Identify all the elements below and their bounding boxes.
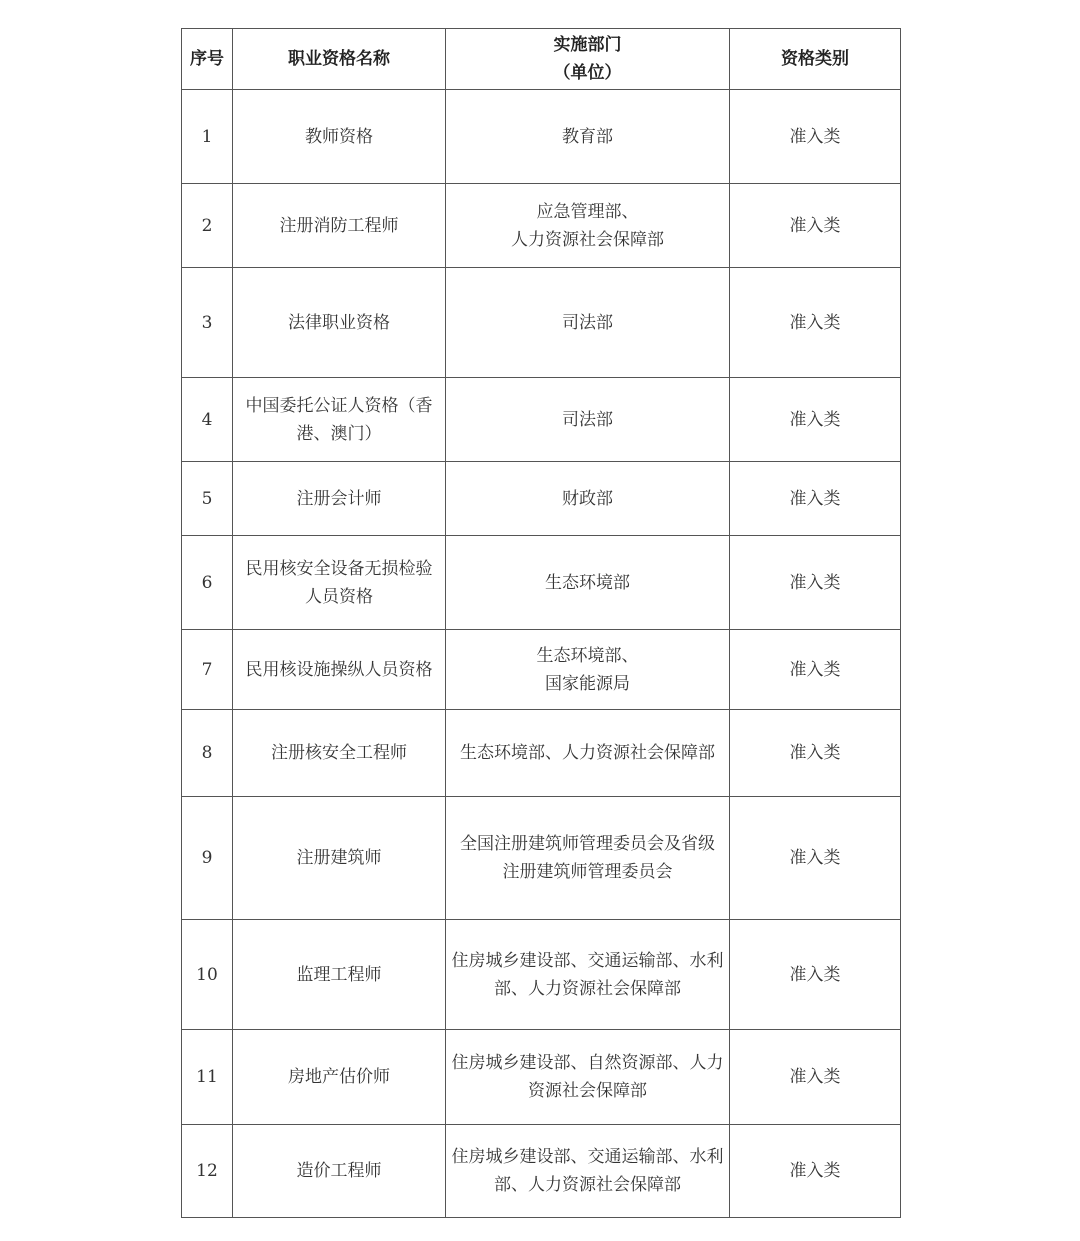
- row-index: 4: [182, 378, 233, 462]
- qualification-category: 准入类: [730, 184, 901, 268]
- qualification-name-line: 注册核安全工程师: [271, 743, 407, 763]
- department-line: 资源社会保障部: [528, 1081, 647, 1101]
- qualification-category: 准入类: [730, 1125, 901, 1218]
- header-name: 职业资格名称: [233, 29, 446, 90]
- implementing-department: [446, 378, 730, 462]
- row-index: 3: [182, 268, 233, 378]
- qualification-name: [233, 797, 446, 920]
- qualification-name: [233, 1030, 446, 1125]
- row-index: 5: [182, 462, 233, 536]
- qualification-name: [233, 630, 446, 710]
- department-line: 司法部: [562, 409, 613, 430]
- qualification-category: 准入类: [730, 710, 901, 797]
- qualification-name-line: 造价工程师: [296, 1161, 382, 1181]
- implementing-department: [446, 1125, 730, 1218]
- qualification-name-line: 人员资格: [305, 586, 373, 607]
- department-line: 注册建筑师管理委员会: [502, 862, 673, 882]
- qualification-category: 准入类: [730, 536, 901, 630]
- row-index: 2: [182, 184, 233, 268]
- qualification-table: [181, 28, 901, 1218]
- table-row: [182, 184, 901, 268]
- qualification-name-line: 注册建筑师: [296, 848, 382, 868]
- qualification-name-line: 民用核设施操纵人员资格: [245, 659, 433, 680]
- department-line: 住房城乡建设部、交通运输部、水利: [451, 950, 724, 971]
- qualification-name-line: 监理工程师: [296, 964, 382, 985]
- table-row: [182, 536, 901, 630]
- implementing-department: [446, 184, 730, 268]
- qualification-category: 准入类: [730, 90, 901, 184]
- row-index: 1: [182, 90, 233, 184]
- table-row: [182, 1125, 901, 1218]
- department-line: 住房城乡建设部、交通运输部、水利: [451, 1147, 724, 1167]
- qualification-category: 准入类: [730, 378, 901, 462]
- implementing-department: [446, 920, 730, 1030]
- qualification-category: 准入类: [730, 797, 901, 920]
- row-index: 12: [182, 1125, 233, 1218]
- qualification-name: [233, 920, 446, 1030]
- implementing-department: [446, 462, 730, 536]
- header-dept: [446, 29, 730, 90]
- table-row: [182, 378, 901, 462]
- department-line: 国家能源局: [545, 673, 630, 694]
- qualification-name-line: 注册消防工程师: [279, 215, 399, 236]
- qualification-name: [233, 536, 446, 630]
- qualification-category: 准入类: [730, 1030, 901, 1125]
- row-index: 10: [182, 920, 233, 1030]
- implementing-department: [446, 1030, 730, 1125]
- table-row: [182, 710, 901, 797]
- qualification-category: 准入类: [730, 268, 901, 378]
- header-dept-line2: （单位）: [553, 63, 622, 83]
- qualification-name: [233, 462, 446, 536]
- department-line: 财政部: [562, 488, 613, 509]
- qualification-name: [233, 90, 446, 184]
- department-line: 人力资源社会保障部: [511, 229, 664, 250]
- department-line: 全国注册建筑师管理委员会及省级: [460, 834, 715, 854]
- header-row: [182, 29, 901, 90]
- department-line: 生态环境部: [545, 572, 630, 593]
- qualification-name: [233, 1125, 446, 1218]
- row-index: 6: [182, 536, 233, 630]
- department-line: 生态环境部、人力资源社会保障部: [460, 743, 715, 763]
- department-line: 住房城乡建设部、自然资源部、人力: [451, 1053, 724, 1073]
- qualification-name: [233, 184, 446, 268]
- department-line: 生态环境部、: [536, 645, 639, 666]
- row-index: 7: [182, 630, 233, 710]
- implementing-department: [446, 90, 730, 184]
- department-line: 部、人力资源社会保障部: [494, 978, 681, 999]
- row-index: 11: [182, 1030, 233, 1125]
- row-index: 8: [182, 710, 233, 797]
- header-index: 序号: [182, 29, 233, 90]
- qualification-name-line: 法律职业资格: [288, 312, 390, 333]
- qualification-name-line: 民用核安全设备无损检验: [245, 558, 433, 579]
- header-dept-line1: 实施部门: [553, 35, 622, 55]
- table-body: [182, 90, 901, 1218]
- qualification-name-line: 房地产估价师: [288, 1067, 390, 1087]
- table-row: [182, 268, 901, 378]
- implementing-department: [446, 710, 730, 797]
- table-row: [182, 630, 901, 710]
- department-line: 教育部: [562, 126, 613, 147]
- implementing-department: [446, 268, 730, 378]
- table-row: [182, 797, 901, 920]
- qualification-name: [233, 710, 446, 797]
- department-line: 部、人力资源社会保障部: [494, 1175, 681, 1195]
- row-index: 9: [182, 797, 233, 920]
- implementing-department: [446, 797, 730, 920]
- department-line: 应急管理部、: [536, 201, 639, 222]
- department-line: 司法部: [562, 312, 613, 333]
- qualification-name-line: 注册会计师: [296, 488, 382, 509]
- qualification-category: 准入类: [730, 462, 901, 536]
- qualification-name: [233, 378, 446, 462]
- table-row: [182, 1030, 901, 1125]
- header-category: 资格类别: [730, 29, 901, 90]
- qualification-category: 准入类: [730, 630, 901, 710]
- table-row: [182, 90, 901, 184]
- qualification-name-line: 教师资格: [305, 126, 373, 147]
- qualification-name-line: 中国委托公证人资格（香: [245, 395, 433, 416]
- table-row: [182, 920, 901, 1030]
- qualification-name-line: 港、澳门）: [296, 423, 382, 444]
- qualification-category: 准入类: [730, 920, 901, 1030]
- implementing-department: [446, 536, 730, 630]
- table-row: [182, 462, 901, 536]
- implementing-department: [446, 630, 730, 710]
- qualification-name: [233, 268, 446, 378]
